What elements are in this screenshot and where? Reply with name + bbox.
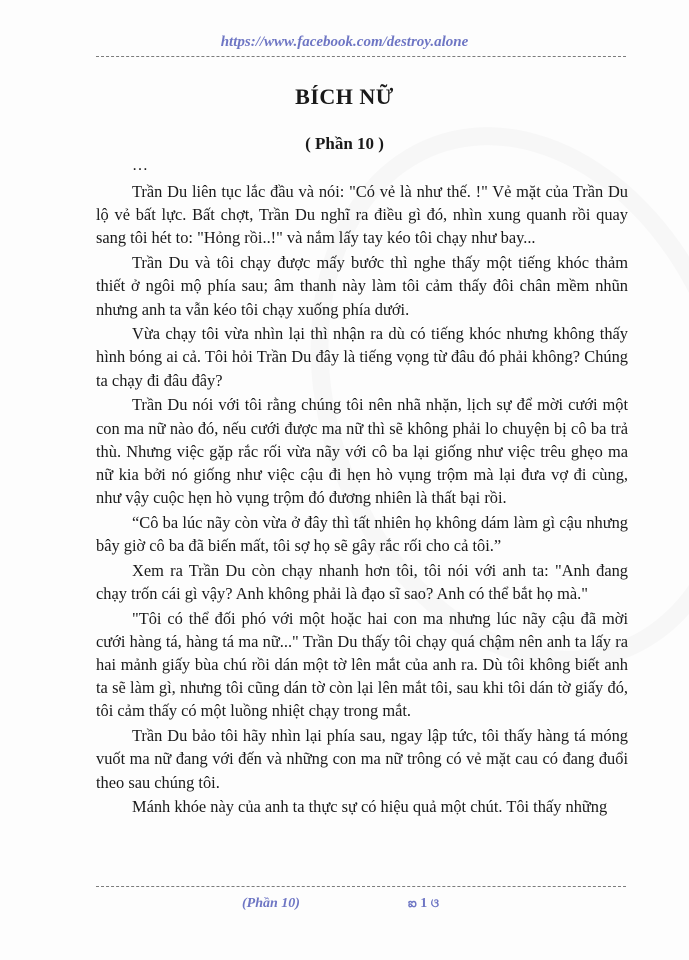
paragraph: Trần Du liên tục lắc đầu và nói: "Có vẻ là như thế. !" Vẻ mặt của Trần Du lộ vẻ bất lực. Bất chợt, Trần Du nghĩ ra điều gì đó, nhìn xung quanh rồi quay sang tôi hét to: "Hỏng rồi..!" và nắm lấy tay kéo tôi chạy như bay... — [96, 182, 628, 248]
paragraph: Trần Du và tôi chạy được mấy bước thì nghe thấy một tiếng khóc thảm thiết ở ngôi mộ phía sau; âm thanh này làm tôi cảm thấy đôi chân mềm nhũn nhưng anh ta vẫn kéo tôi chạy xuống phía dưới. — [96, 253, 628, 319]
paragraph: "Tôi có thể đối phó với một hoặc hai con ma nhưng lúc nãy cậu đã mời cưới hàng tá, hàng tá ma nữ..." Trần Du thấy tôi chạy quá chậm nên anh ta lấy ra hai mảnh giấy bùa chú rồi dán một tờ lên mắt của anh ra. Dù tôi không biết anh ta sẽ làm gì, nhưng tôi cũng dán tờ còn lại lên mắt tôi, sau khi tôi dán tờ giấy đó, tôi cảm thấy có một luồng nhiệt chạy trong mắt. — [96, 608, 628, 721]
page-number: 1 — [420, 896, 428, 911]
document-body — [96, 180, 628, 820]
footer-part-label: (Phần 10) — [242, 896, 300, 911]
paragraph: “Cô ba lúc nãy còn vừa ở đây thì tất nhiên họ không dám làm gì cậu nhưng bây giờ cô ba đã biến mất, tôi sợ họ sẽ gây rắc rối cho cả tôi.” — [96, 512, 628, 556]
paragraph: Trần Du nói với tôi rằng chúng tôi nên nhã nhặn, lịch sự để mời cưới một con ma nữ nào đó, nếu cưới được ma nữ thì sẽ không phải lo chuyện bị cô ba trả thù. Nhưng việc gặp rắc rối vừa nãy với cô ba lại giống như việc trêu ghẹo ma nữ kia bởi nó giống như việc cậu đi hẹn hò vụng trộm mà lại đưa vợ đi cùng, như vậy cuộc hẹn hò vụng trộm đó đương nhiên là thất bại rồi. — [96, 395, 628, 508]
paragraph: Xem ra Trần Du còn chạy nhanh hơn tôi, tôi nói với anh ta: "Anh đang chạy trốn cái gì vậy? Anh không phải là đạo sĩ sao? Anh có thể bắt họ mà." — [96, 560, 628, 603]
document-title: BÍCH NỮ — [295, 84, 394, 109]
header-divider — [96, 56, 626, 57]
paragraph: Trần Du bảo tôi hãy nhìn lại phía sau, ngay lập tức, tôi thấy hàng tá móng vuốt ma nữ đang với đến và những con ma nữ trông có vẻ mặt cau có đang đuổi theo sau chúng tôi. — [96, 726, 628, 792]
page-ornament-left: ఐ — [408, 896, 417, 910]
lead-ellipsis: … — [132, 157, 148, 174]
document-subtitle: ( Phần 10 ) — [305, 134, 384, 153]
page-ornament-right: ଓ — [430, 896, 440, 910]
paragraph: Mánh khóe này của anh ta thực sự có hiệu quả một chút. Tôi thấy những — [132, 797, 608, 817]
footer-divider — [96, 886, 626, 887]
paragraph: Vừa chạy tôi vừa nhìn lại thì nhận ra dù có tiếng khóc nhưng không thấy hình bóng ai cả. Tôi hỏi Trần Du đây là tiếng vọng từ đâu đó phải không? Chúng ta chạy đi đâu đây? — [96, 324, 628, 390]
footer-page-number — [408, 896, 439, 913]
header-url-link[interactable]: https://www.facebook.com/destroy.alone — [220, 34, 469, 50]
